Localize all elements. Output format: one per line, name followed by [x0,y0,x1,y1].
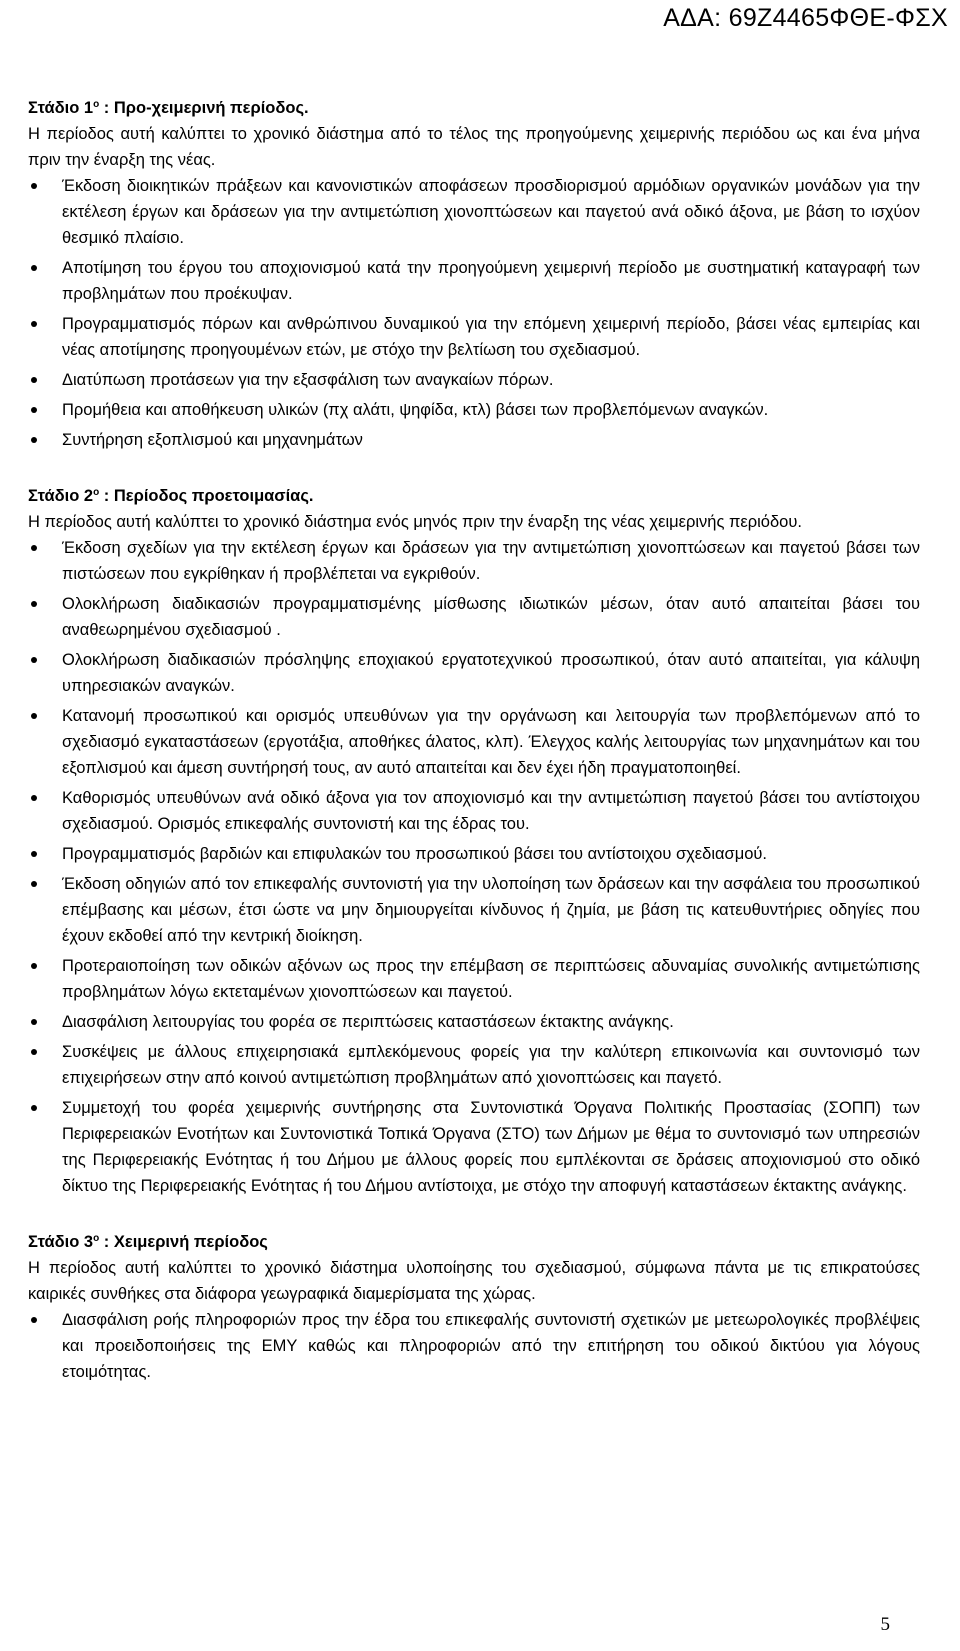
list-item: Καθορισμός υπευθύνων ανά οδικό άξονα για τον αποχιονισμό και την αντιμετώπιση παγετού βάσει του αντίστοιχου σχεδιασμού. Ορισμός επικεφαλής συντονιστή και της έδρας του. [28,785,920,837]
bullet-icon [31,265,37,271]
stage-3-list [28,1307,920,1385]
bullet-icon [31,713,37,719]
bullet-icon [31,851,37,857]
section-gap [28,1203,920,1229]
document-body [28,95,920,1389]
bullet-icon [31,657,37,663]
list-item: Αποτίμηση του έργου του αποχιονισμού κατά την προηγούμενη χειμερινή περίοδο με συστηματική καταγραφή των προβλημάτων που προέκυψαν. [28,255,920,307]
list-item: Προγραμματισμός πόρων και ανθρώπινου δυναμικού για την επόμενη χειμερινή περίοδο, βάσει νέας εμπειρίας και νέας αποτίμησης προηγουμένων ετών, με στόχο την βελτίωση του σχεδιασμού. [28,311,920,363]
list-item: Συντήρηση εξοπλισμού και μηχανημάτων [28,427,920,453]
ada-code: ΑΔΑ: 69Ζ4465ΦΘΕ-ΦΣΧ [663,4,948,32]
bullet-icon [31,1019,37,1025]
bullet-icon [31,963,37,969]
list-item: Ολοκλήρωση διαδικασιών προγραμματισμένης μίσθωσης ιδιωτικών μέσων, όταν αυτό απαιτείται βάσει του αναθεωρημένου σχεδιασμού . [28,591,920,643]
list-item: Έκδοση διοικητικών πράξεων και κανονιστικών αποφάσεων προσδιορισμού αρμόδιων οργανικών μονάδων για την εκτέλεση έργων και δράσεων για την αντιμετώπιση χιονοπτώσεων και παγετού ανά οδικό άξονα, με βάση το ισχύον θεσμικό πλαίσιο. [28,173,920,251]
list-item: Ολοκλήρωση διαδικασιών πρόσληψης εποχιακού εργατοτεχνικού προσωπικού, όταν αυτό απαιτείται, για κάλυψη υπηρεσιακών αναγκών. [28,647,920,699]
list-item: Διασφάλιση λειτουργίας του φορέα σε περιπτώσεις καταστάσεων έκτακτης ανάγκης. [28,1009,920,1035]
stage-3-description: Η περίοδος αυτή καλύπτει το χρονικό διάστημα υλοποίησης του σχεδιασμού, σύμφωνα πάντα με τις επικρατούσες καιρικές συνθήκες στα διάφορα γεωγραφικά διαμερίσματα της χώρας. [28,1259,920,1303]
bullet-icon [31,377,37,383]
stage-2-list [28,535,920,1199]
bullet-icon [31,1317,37,1323]
bullet-icon [31,407,37,413]
bullet-icon [31,1049,37,1055]
stage-2-description: Η περίοδος αυτή καλύπτει το χρονικό διάστημα ενός μηνός πριν την έναρξη της νέας χειμερινής περιόδου. [28,513,802,531]
stage-1-list [28,173,920,453]
list-item: Προμήθεια και αποθήκευση υλικών (πχ αλάτι, ψηφίδα, κτλ) βάσει των προβλεπόμενων αναγκών. [28,397,920,423]
stage-3 [28,1229,920,1385]
stage-2 [28,483,920,1199]
stage-1-title: Στάδιο $1^o$ : Προ-χειμερινή περίοδος. [28,99,309,117]
bullet-icon [31,545,37,551]
stage-1-description: Η περίοδος αυτή καλύπτει το χρονικό διάστημα από το τέλος της προηγούμενης χειμερινής περιόδου ως και ένα μήνα πριν την έναρξη της νέας. [28,125,920,169]
bullet-icon [31,1105,37,1111]
stage-2-title: Στάδιο $2^o$ : Περίοδος προετοιμασίας. [28,487,314,505]
bullet-icon [31,601,37,607]
list-item: Έκδοση σχεδίων για την εκτέλεση έργων και δράσεων για την αντιμετώπιση χιονοπτώσεων και παγετού βάσει των πιστώσεων που εγκρίθηκαν ή προβλέπεται να εγκριθούν. [28,535,920,587]
bullet-icon [31,183,37,189]
list-item: Συσκέψεις με άλλους επιχειρησιακά εμπλεκόμενους φορείς για την καλύτερη επικοινωνία και συντονισμό των επιχειρήσεων στην από κοινού αντιμετώπιση προβλημάτων από χιονοπτώσεις και παγετό. [28,1039,920,1091]
bullet-icon [31,795,37,801]
list-item: Προτεραιοποίηση των οδικών αξόνων ως προς την επέμβαση σε περιπτώσεις αδυναμίας συνολικής αντιμετώπισης προβλημάτων λόγω εκτεταμένων χιονοπτώσεων και παγετού. [28,953,920,1005]
bullet-icon [31,321,37,327]
section-gap [28,457,920,483]
list-item: Έκδοση οδηγιών από τον επικεφαλής συντονιστή για την υλοποίηση των δράσεων και την ασφάλεια του προσωπικού επέμβασης και μέσων, έτσι ώστε να μην δημιουργείται κίνδυνος ή ζημία, με βάση τις κατευθυντήριες οδηγίες που έχουν εκδοθεί από την κεντρική διοίκηση. [28,871,920,949]
stage-1 [28,95,920,453]
list-item: Συμμετοχή του φορέα χειμερινής συντήρησης στα Συντονιστικά Όργανα Πολιτικής Προστασίας (ΣΟΠΠ) των Περιφερειακών Ενοτήτων και Συντονιστικά Τοπικά Όργανα (ΣΤΟ) των Δήμων με θέμα το συντονισμό των υπηρεσιών της Περιφερειακής Ενότητας ή του Δήμου με άλλους φορείς που εμπλέκονται σε δράσεις αποχιονισμού στο οδικό δίκτυο της Περιφερειακής Ενότητας ή του Δήμου αντίστοιχα, με στόχο την αποφυγή καταστάσεων έκτακτης ανάγκης. [28,1095,920,1199]
list-item: Διασφάλιση ροής πληροφοριών προς την έδρα του επικεφαλής συντονιστή σχετικών με μετεωρολογικές προβλέψεις και προειδοποιήσεις της ΕΜΥ καθώς και πληροφοριών από την επιτήρηση του οδικού δικτύου για λόγους ετοιμότητας. [28,1307,920,1385]
list-item: Κατανομή προσωπικού και ορισμός υπευθύνων για την οργάνωση και λειτουργία των προβλεπόμενων από το σχεδιασμό εγκαταστάσεων (εργοτάξια, αποθήκες άλατος, κλπ). Έλεγχος καλής λειτουργίας των μηχανημάτων και του εξοπλισμού και άμεση συντήρησή τους, αν αυτό απαιτείται και δεν έχει ήδη πραγματοποιηθεί. [28,703,920,781]
list-item: Διατύπωση προτάσεων για την εξασφάλιση των αναγκαίων πόρων. [28,367,920,393]
stage-3-title: Στάδιο $3^o$ : Χειμερινή περίοδος [28,1233,268,1251]
bullet-icon [31,437,37,443]
list-item: Προγραμματισμός βαρδιών και επιφυλακών του προσωπικού βάσει του αντίστοιχου σχεδιασμού. [28,841,920,867]
page-number: 5 [880,1614,890,1635]
bullet-icon [31,881,37,887]
